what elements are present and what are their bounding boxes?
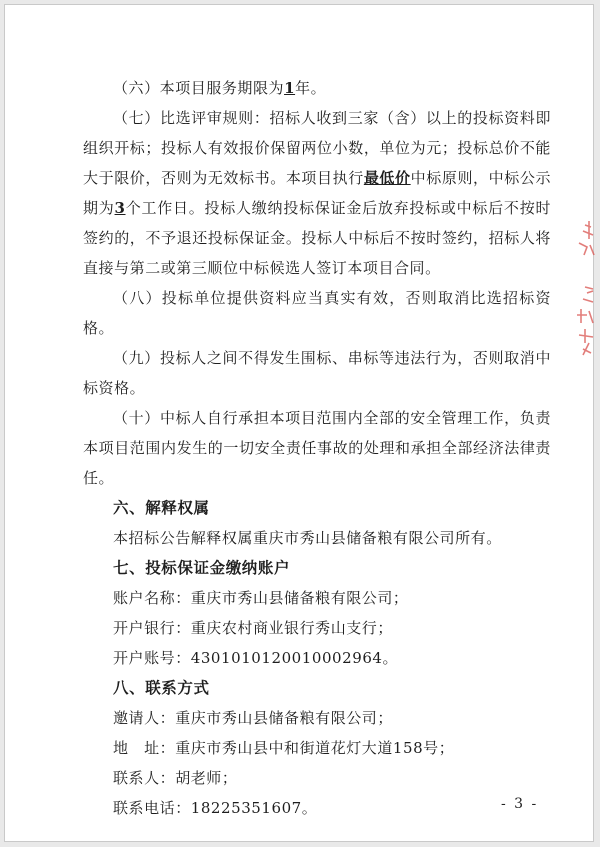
clause-7-part-e: 个工作日。投标人缴纳投标保证金后放弃投标或中标后不按时签约的，不予退还投标保证金。投标人中标后不按时签约，招标人将直接与第二或第三顺位中标候选人签订本项目合同。 [83,199,551,277]
section-7-heading: 七、投标保证金缴纳账户 [113,559,291,577]
inviter: 邀请人：重庆市秀山县储备粮有限公司； [113,709,393,727]
clause-8: （八）投标单位提供资料应当真实有效，否则取消比选招标资格。 [83,289,551,337]
clause-7-part-c: 中标原则，中标公示期为 [83,169,552,217]
clause-9: （九）投标人之间不得发生围标、串标等违法行为，否则取消中标资格。 [83,349,551,397]
account-name: 账户名称：重庆市秀山县储备粮有限公司； [113,589,409,607]
document-page [4,4,594,842]
clause-7-part-a: （七）比选评审规则：招标人收到三家（含）以上的投标资料即组织开标；投标人有效报价保留两位小数，单位为元；投标总价不能大于限价，否则为无效标书。本项目执行 [83,109,551,187]
page-number: - 3 - [501,796,539,812]
contact-phone: 联系电话：18225351607。 [113,799,318,817]
section-8-heading: 八、联系方式 [113,679,210,697]
section-6-text: 本招标公告解释权属重庆市秀山县储备粮有限公司所有。 [113,529,502,547]
clause-6 [83,73,551,103]
section-6-heading: 六、解释权属 [113,499,210,517]
service-period-value: 1 [284,79,296,97]
seal-stamp-fragment [565,217,600,367]
clause-6-prefix: （六）本项目服务期限为 [113,79,285,97]
publicity-days-value: 3 [114,199,126,217]
clause-10: （十）中标人自行承担本项目范围内全部的安全管理工作，负责本项目范围内发生的一切安全责任事故的处理和承担全部经济法律责任。 [83,409,551,487]
bank-name: 开户银行：重庆农村商业银行秀山支行； [113,619,393,637]
clause-6-suffix: 年。 [295,79,327,97]
document-body [83,73,551,823]
contact-person: 联系人：胡老师； [113,769,238,787]
lowest-price-term: 最低价 [363,169,411,187]
account-number: 开户账号：4301010120010002964。 [113,649,399,667]
clause-7 [83,103,551,283]
address: 地 址：重庆市秀山县中和街道花灯大道158号； [113,739,455,757]
